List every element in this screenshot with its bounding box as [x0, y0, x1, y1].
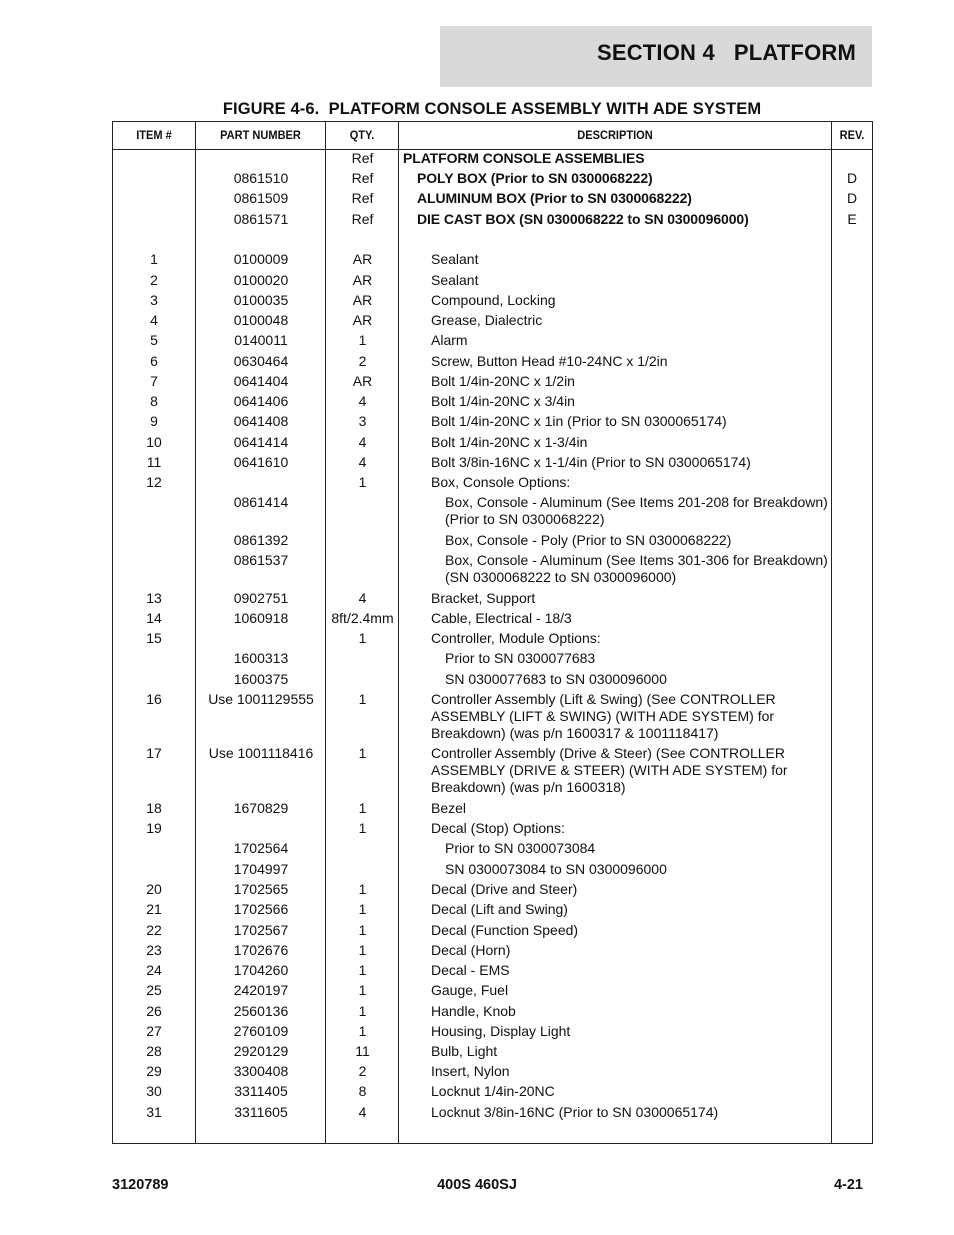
part-number-cell: 2560136 — [233, 1003, 289, 1019]
part-number-cell: 1704997 — [233, 861, 289, 877]
description-cell: Decal (Stop) Options: — [431, 820, 565, 836]
footer-page-number: 4-21 — [833, 1177, 863, 1193]
description-cell: Compound, Locking — [431, 292, 556, 308]
qty-cell: 4 — [358, 393, 367, 409]
qty-cell: Ref — [351, 211, 374, 227]
qty-cell: 1 — [358, 942, 367, 958]
qty-cell: 1 — [358, 922, 367, 938]
qty-cell: 1 — [358, 630, 367, 646]
qty-cell: 4 — [358, 454, 367, 470]
description-cell: Box, Console - Aluminum (See Items 301-306 for Breakdown) (SN 0300068222 to SN 0300096000) — [445, 552, 828, 585]
description-cell: Bolt 1/4in-20NC x 1in (Prior to SN 0300065174) — [431, 413, 727, 429]
description-cell: Decal - EMS — [431, 962, 510, 978]
item-number-cell: 22 — [146, 922, 162, 938]
part-number-cell: 0630464 — [233, 353, 289, 369]
qty-cell: 4 — [358, 1104, 367, 1120]
part-number-cell: 3311605 — [234, 1104, 288, 1120]
description-cell: SN 0300073084 to SN 0300096000 — [445, 861, 667, 877]
part-number-cell: 1702676 — [233, 942, 289, 958]
rev-cell: D — [846, 190, 858, 206]
part-number-cell: Use 1001129555 — [208, 691, 314, 707]
section-title: SECTION 4 PLATFORM — [596, 40, 856, 65]
item-number-cell: 16 — [146, 691, 162, 707]
item-number-cell: 13 — [146, 590, 162, 606]
qty-cell: AR — [352, 272, 373, 288]
header-qty: QTY. — [349, 128, 375, 142]
part-number-cell: 0861571 — [233, 211, 289, 227]
item-number-cell: 17 — [146, 745, 162, 761]
item-number-cell: 11 — [146, 454, 162, 470]
item-number-cell: 31 — [146, 1104, 162, 1120]
description-cell: Box, Console - Aluminum (See Items 201-208 for Breakdown) (Prior to SN 0300068222) — [445, 494, 828, 527]
description-cell: Gauge, Fuel — [431, 982, 509, 998]
part-number-cell: 1600313 — [233, 650, 289, 666]
description-cell: Screw, Button Head #10-24NC x 1/2in — [431, 353, 668, 369]
part-number-cell: 0641414 — [233, 434, 289, 450]
rev-cell: D — [846, 170, 858, 186]
description-cell: Bolt 1/4in-20NC x 1/2in — [431, 373, 575, 389]
header-description: DESCRIPTION — [577, 128, 653, 142]
part-number-cell: 0861392 — [233, 532, 289, 548]
part-number-cell: 0641404 — [233, 373, 289, 389]
item-number-cell: 24 — [146, 962, 162, 978]
part-number-cell: 1600375 — [233, 671, 289, 687]
footer-doc-number: 3120789 — [112, 1177, 169, 1193]
description-cell: Decal (Lift and Swing) — [431, 901, 568, 917]
qty-cell: 11 — [355, 1043, 370, 1059]
qty-cell: Ref — [351, 150, 374, 166]
qty-cell: 3 — [358, 413, 367, 429]
qty-cell: AR — [352, 251, 373, 267]
part-number-cell: 0100020 — [233, 272, 289, 288]
description-cell: Housing, Display Light — [431, 1023, 571, 1039]
qty-cell: AR — [352, 292, 373, 308]
qty-cell: 8ft/2.4mm — [331, 610, 394, 626]
item-number-cell: 28 — [146, 1043, 162, 1059]
part-number-cell: 1702567 — [233, 922, 289, 938]
rev-cell: E — [847, 211, 857, 227]
part-number-cell: 0641408 — [233, 413, 289, 429]
qty-cell: 1 — [358, 962, 367, 978]
description-cell: Decal (Horn) — [431, 942, 511, 958]
description-cell: DIE CAST BOX (SN 0300068222 to SN 0300096000) — [417, 211, 749, 227]
qty-cell: 1 — [358, 1023, 367, 1039]
item-number-cell: 2 — [150, 272, 158, 288]
item-number-cell: 1 — [150, 251, 158, 267]
item-number-cell: 5 — [150, 332, 158, 348]
item-number-cell: 27 — [146, 1023, 162, 1039]
description-cell: ALUMINUM BOX (Prior to SN 0300068222) — [417, 190, 692, 206]
part-number-cell: 3311405 — [234, 1083, 288, 1099]
qty-cell: 1 — [358, 1003, 367, 1019]
description-cell: Handle, Knob — [431, 1003, 516, 1019]
item-number-cell: 3 — [150, 292, 158, 308]
part-number-cell: 2920129 — [233, 1043, 289, 1059]
description-cell: Alarm — [431, 332, 468, 348]
item-number-cell: 25 — [146, 982, 162, 998]
item-number-cell: 15 — [146, 630, 162, 646]
section-banner — [440, 26, 872, 87]
description-cell: Bracket, Support — [431, 590, 536, 606]
item-number-cell: 9 — [150, 413, 158, 429]
part-number-cell: 0100048 — [233, 312, 289, 328]
header-part-number: PART NUMBER — [220, 128, 301, 142]
part-number-cell: 1702566 — [233, 901, 289, 917]
header-item: ITEM # — [136, 128, 172, 142]
qty-cell: 1 — [358, 474, 367, 490]
item-number-cell: 21 — [146, 901, 162, 917]
part-number-cell: 0902751 — [233, 590, 289, 606]
description-cell: Box, Console - Poly (Prior to SN 0300068222) — [445, 532, 732, 548]
item-number-cell: 10 — [146, 434, 162, 450]
description-cell: Locknut 1/4in-20NC — [431, 1083, 555, 1099]
qty-cell: 1 — [358, 745, 367, 761]
part-number-cell: 0641610 — [233, 454, 289, 470]
part-number-cell: 0861537 — [233, 552, 289, 568]
qty-cell: 1 — [358, 332, 367, 348]
qty-cell: 1 — [358, 800, 367, 816]
column-divider — [831, 122, 832, 1143]
item-number-cell: 12 — [146, 474, 162, 490]
item-number-cell: 29 — [146, 1063, 162, 1079]
description-cell: Decal (Drive and Steer) — [431, 881, 578, 897]
part-number-cell: 2760109 — [233, 1023, 289, 1039]
item-number-cell: 14 — [146, 610, 162, 626]
part-number-cell: 0100035 — [233, 292, 289, 308]
description-cell: Bolt 3/8in-16NC x 1-1/4in (Prior to SN 0300065174) — [431, 454, 751, 470]
qty-cell: 2 — [358, 353, 367, 369]
qty-cell: 1 — [358, 691, 367, 707]
qty-cell: 1 — [358, 820, 367, 836]
part-number-cell: 1702565 — [233, 881, 289, 897]
item-number-cell: 30 — [146, 1083, 162, 1099]
qty-cell: 1 — [358, 982, 367, 998]
part-number-cell: 0140011 — [234, 332, 288, 348]
part-number-cell: 1060918 — [233, 610, 289, 626]
part-number-cell: 1702564 — [233, 840, 289, 856]
part-number-cell: 0861509 — [233, 190, 289, 206]
qty-cell: AR — [352, 312, 373, 328]
item-number-cell: 6 — [150, 353, 158, 369]
footer-model: 400S 460SJ — [437, 1177, 517, 1193]
description-cell: POLY BOX (Prior to SN 0300068222) — [417, 170, 653, 186]
description-cell: PLATFORM CONSOLE ASSEMBLIES — [403, 150, 645, 166]
qty-cell: 1 — [358, 901, 367, 917]
part-number-cell: 0861510 — [233, 170, 289, 186]
description-cell: Controller Assembly (Drive & Steer) (See CONTROLLER ASSEMBLY (DRIVE & STEER) (WITH ADE SYSTEM) for Breakdown) (was p/n 1600318) — [431, 745, 788, 795]
item-number-cell: 26 — [146, 1003, 162, 1019]
description-cell: Controller, Module Options: — [431, 630, 601, 646]
item-number-cell: 23 — [146, 942, 162, 958]
figure-title: FIGURE 4-6. PLATFORM CONSOLE ASSEMBLY WITH ADE SYSTEM — [222, 100, 762, 118]
header-rev: REV. — [839, 128, 865, 142]
description-cell: Decal (Function Speed) — [431, 922, 579, 938]
qty-cell: Ref — [351, 170, 374, 186]
description-cell: Bolt 1/4in-20NC x 3/4in — [431, 393, 575, 409]
description-cell: Box, Console Options: — [431, 474, 571, 490]
description-cell: Sealant — [431, 272, 479, 288]
description-cell: SN 0300077683 to SN 0300096000 — [445, 671, 667, 687]
description-cell: Controller Assembly (Lift & Swing) (See CONTROLLER ASSEMBLY (LIFT & SWING) (WITH ADE SYSTEM) for Breakdown) (was p/n 1600317 & 1001118417) — [431, 691, 776, 741]
qty-cell: 4 — [358, 590, 367, 606]
description-cell: Insert, Nylon — [431, 1063, 510, 1079]
parts-table — [112, 121, 873, 1144]
qty-cell: 1 — [358, 881, 367, 897]
item-number-cell: 19 — [146, 820, 162, 836]
description-cell: Prior to SN 0300077683 — [445, 650, 596, 666]
part-number-cell: 0861414 — [233, 494, 289, 510]
description-cell: Bulb, Light — [431, 1043, 498, 1059]
part-number-cell: 1670829 — [233, 800, 289, 816]
part-number-cell: 2420197 — [233, 982, 289, 998]
part-number-cell: Use 1001118416 — [208, 745, 314, 761]
item-number-cell: 7 — [150, 373, 158, 389]
item-number-cell: 8 — [150, 393, 158, 409]
qty-cell: 2 — [358, 1063, 367, 1079]
qty-cell: 8 — [358, 1083, 367, 1099]
description-cell: Bolt 1/4in-20NC x 1-3/4in — [431, 434, 588, 450]
description-cell: Cable, Electrical - 18/3 — [431, 610, 572, 626]
part-number-cell: 0641406 — [233, 393, 289, 409]
item-number-cell: 4 — [150, 312, 158, 328]
qty-cell: Ref — [351, 190, 374, 206]
description-cell: Locknut 3/8in-16NC (Prior to SN 0300065174) — [431, 1104, 719, 1120]
part-number-cell: 3300408 — [233, 1063, 289, 1079]
description-cell: Sealant — [431, 251, 479, 267]
qty-cell: AR — [352, 373, 373, 389]
item-number-cell: 18 — [146, 800, 162, 816]
description-cell: Prior to SN 0300073084 — [445, 840, 596, 856]
item-number-cell: 20 — [146, 881, 162, 897]
part-number-cell: 1704260 — [233, 962, 289, 978]
part-number-cell: 0100009 — [233, 251, 289, 267]
description-cell: Bezel — [431, 800, 467, 816]
description-cell: Grease, Dialectric — [431, 312, 543, 328]
qty-cell: 4 — [358, 434, 367, 450]
